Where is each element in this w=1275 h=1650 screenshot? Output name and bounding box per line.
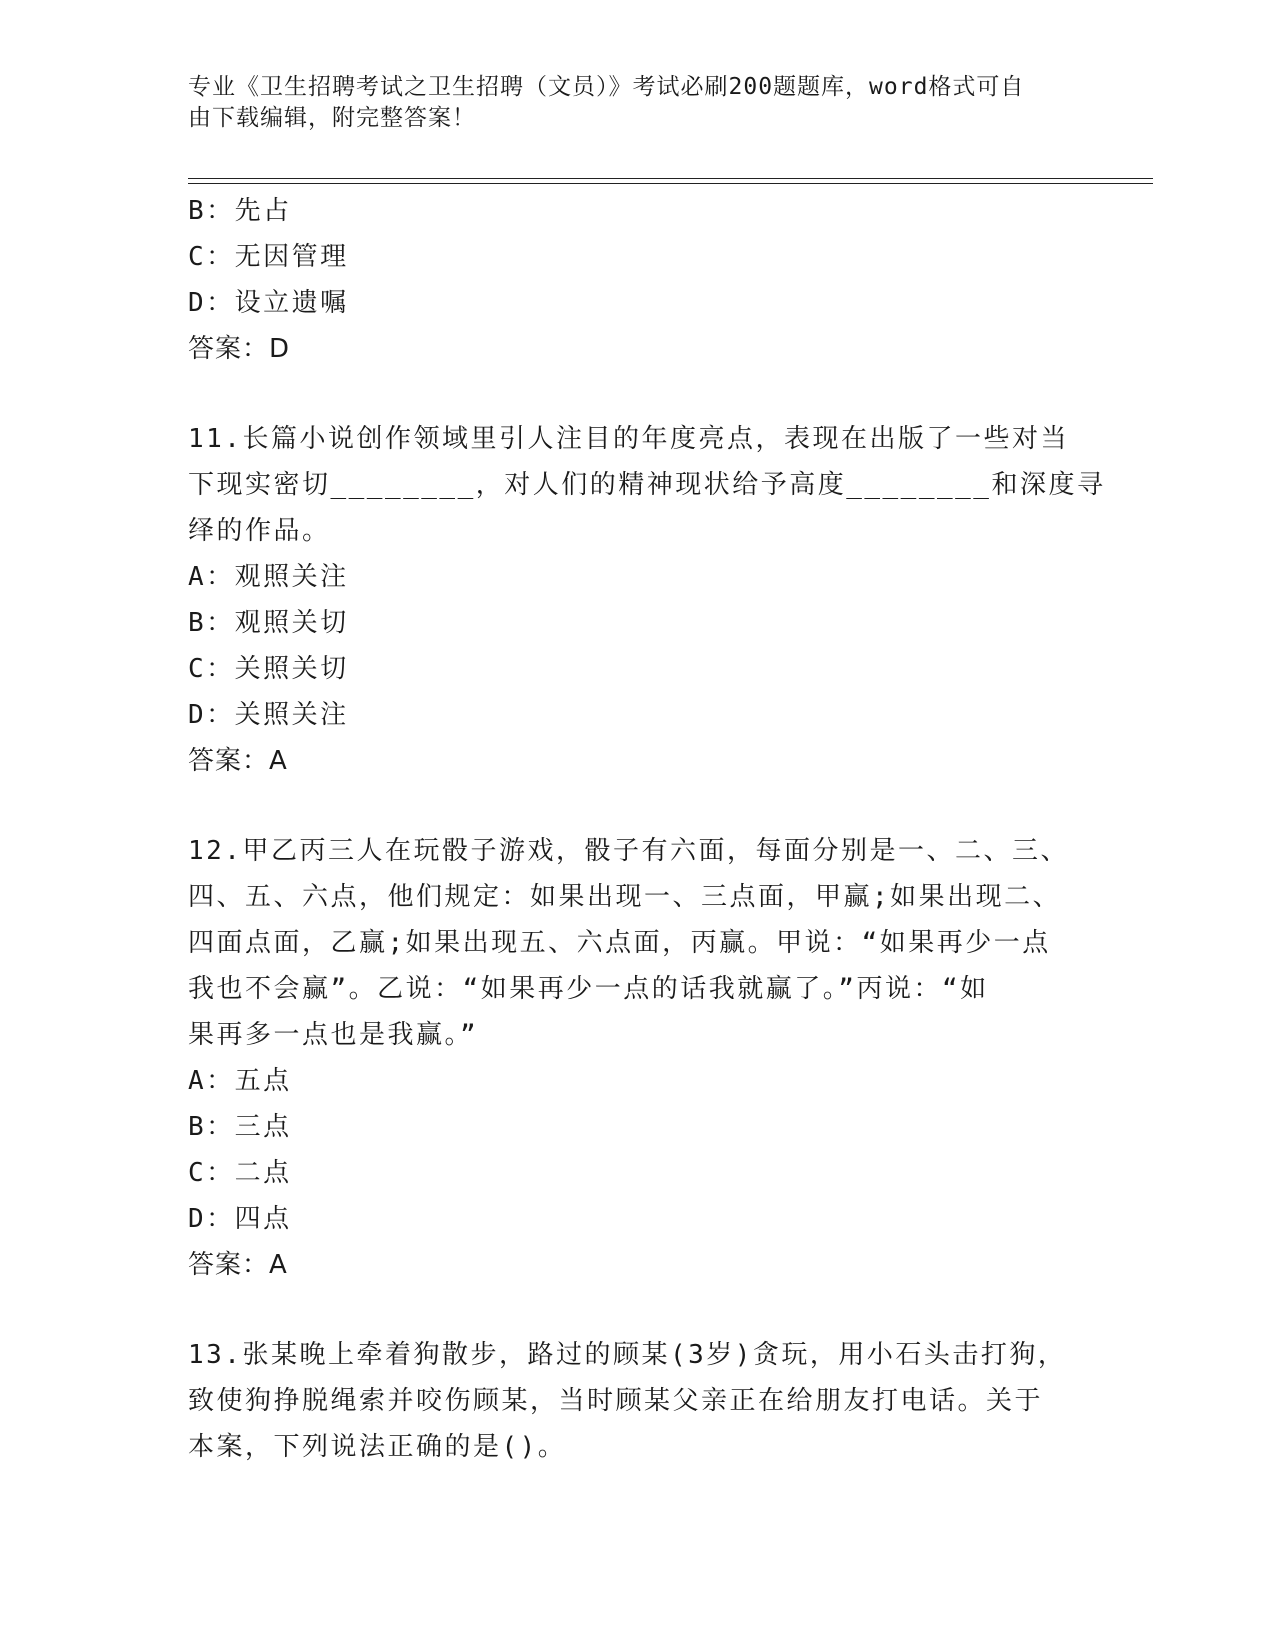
option-a: A：五点	[188, 1066, 292, 1096]
answer-line: 答案：A	[188, 1250, 288, 1280]
question-text-line: 果再多一点也是我赢。”	[188, 1020, 479, 1050]
option-d: D：关照关注	[188, 700, 349, 730]
question-text-line: 致使狗挣脱绳索并咬伤顾某，当时顾某父亲正在给朋友打电话。关于	[188, 1386, 1044, 1416]
option-b: B：三点	[188, 1112, 292, 1142]
question-text-line: 下现实密切________，对人们的精神现状给予高度________和深度寻	[188, 470, 1106, 500]
header-divider-top	[188, 178, 1153, 179]
option-c: C：关照关切	[188, 654, 349, 684]
question-13	[188, 1332, 1068, 1470]
option-b: B：先占	[188, 196, 292, 226]
option-d: D：设立遗嘱	[188, 288, 349, 318]
answer-line: 答案：A	[188, 746, 288, 776]
document-body	[188, 188, 1106, 1470]
question-12	[188, 828, 1068, 1288]
header-line-1: 专业《卫生招聘考试之卫生招聘（文员）》考试必刷200题题库，word格式可自	[188, 74, 1025, 100]
question-text-line: 12.甲乙丙三人在玩骰子游戏，骰子有六面，每面分别是一、二、三、	[188, 836, 1069, 866]
option-d: D：四点	[188, 1204, 292, 1234]
option-c: C：二点	[188, 1158, 292, 1188]
question-text-line: 我也不会赢”。乙说：“如果再少一点的话我就赢了。”丙说：“如	[188, 974, 989, 1004]
option-a: A：观照关注	[188, 562, 349, 592]
spacer	[188, 1288, 1068, 1332]
spacer	[188, 372, 1068, 416]
question-text-line: 11.长篇小说创作领域里引人注目的年度亮点，表现在出版了一些对当	[188, 424, 1069, 454]
question-text-line: 绎的作品。	[188, 516, 331, 546]
question-11	[188, 416, 1106, 784]
option-b: B：观照关切	[188, 608, 349, 638]
question-text-line: 四、五、六点，他们规定：如果出现一、三点面，甲赢;如果出现二、	[188, 882, 1062, 912]
prev-question-block	[188, 188, 1068, 372]
option-c: C：无因管理	[188, 242, 349, 272]
question-text-line: 13.张某晚上牵着狗散步，路过的顾某(3岁)贪玩，用小石头击打狗，	[188, 1340, 1067, 1370]
document-header	[188, 72, 1068, 134]
header-divider-bottom	[188, 183, 1153, 184]
header-line-2: 由下载编辑，附完整答案！	[188, 105, 476, 131]
spacer	[188, 784, 1068, 828]
question-text-line: 四面点面，乙赢;如果出现五、六点面，丙赢。甲说：“如果再少一点	[188, 928, 1051, 958]
question-text-line: 本案，下列说法正确的是()。	[188, 1432, 567, 1462]
answer-line: 答案：D	[188, 334, 291, 364]
